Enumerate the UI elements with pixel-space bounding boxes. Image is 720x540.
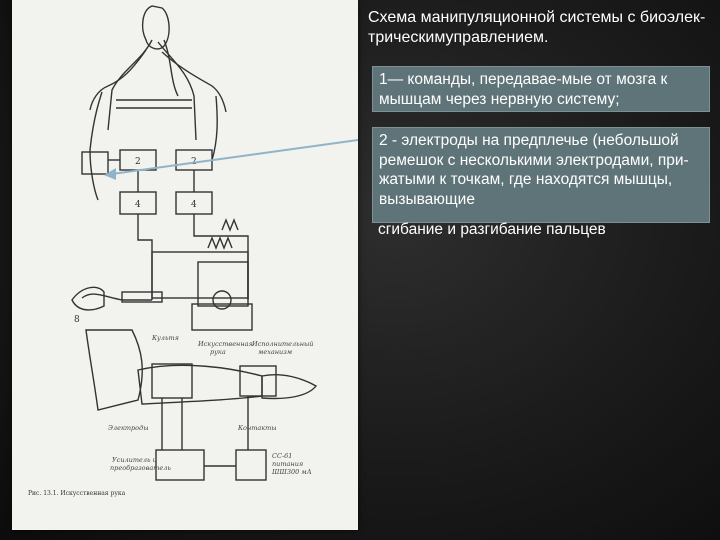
stump-arm — [86, 330, 142, 410]
svg-text:Культя: Культя — [152, 334, 179, 342]
fig-label-4: 4 — [135, 200, 141, 210]
svg-text:Усилитель и: Усилитель и — [112, 456, 157, 464]
item-2-box — [372, 127, 710, 223]
callout-arrow — [112, 140, 358, 174]
pump-housing — [198, 262, 248, 306]
slide-title: Схема манипуляционной системы с биоэлек-трическимуправлением. — [368, 9, 706, 46]
item-2-text: 2 - электроды на предплечье (небольшой ремешок с несколькими электродами, при-жатыми к точкам, где находятся мышцы, вызывающие — [379, 132, 689, 208]
svg-text:преобразователь: преобразователь — [110, 464, 171, 472]
schematic-figure — [12, 0, 358, 530]
spring-2 — [222, 220, 238, 230]
svg-text:ШШ300 мА: ШШ300 мА — [272, 468, 312, 476]
gripper-hand — [72, 287, 104, 310]
svg-text:питания: питания — [272, 460, 304, 468]
schematic-drawing — [12, 0, 358, 530]
svg-text:Исполнительный: Исполнительный — [252, 340, 314, 348]
svg-text:рука: рука — [210, 348, 226, 356]
fig-label-2: 2 — [135, 157, 141, 167]
item-1-box — [372, 66, 710, 112]
svg-text:механизм: механизм — [258, 348, 293, 356]
spring-1 — [208, 238, 232, 248]
figure-caption: Рис. 13.1. Искусственная рука — [28, 490, 126, 497]
fig-label-4b: 4 — [191, 200, 197, 210]
svg-text:Электроды: Электроды — [108, 424, 149, 432]
svg-text:Искусственная: Искусственная — [198, 340, 253, 348]
svg-text:СС-61: СС-61 — [272, 452, 293, 460]
prosthetic-hand — [262, 375, 316, 399]
item-1-text: 1— команды, передавае-мые от мозга к мышцам через нервную систему; — [379, 71, 668, 108]
item-2-continuation: сгибание и разгибание пальцев — [378, 221, 606, 238]
fig-label-8: 8 — [74, 315, 80, 325]
svg-text:Контакты: Контакты — [238, 424, 277, 432]
battery-block — [236, 450, 266, 480]
